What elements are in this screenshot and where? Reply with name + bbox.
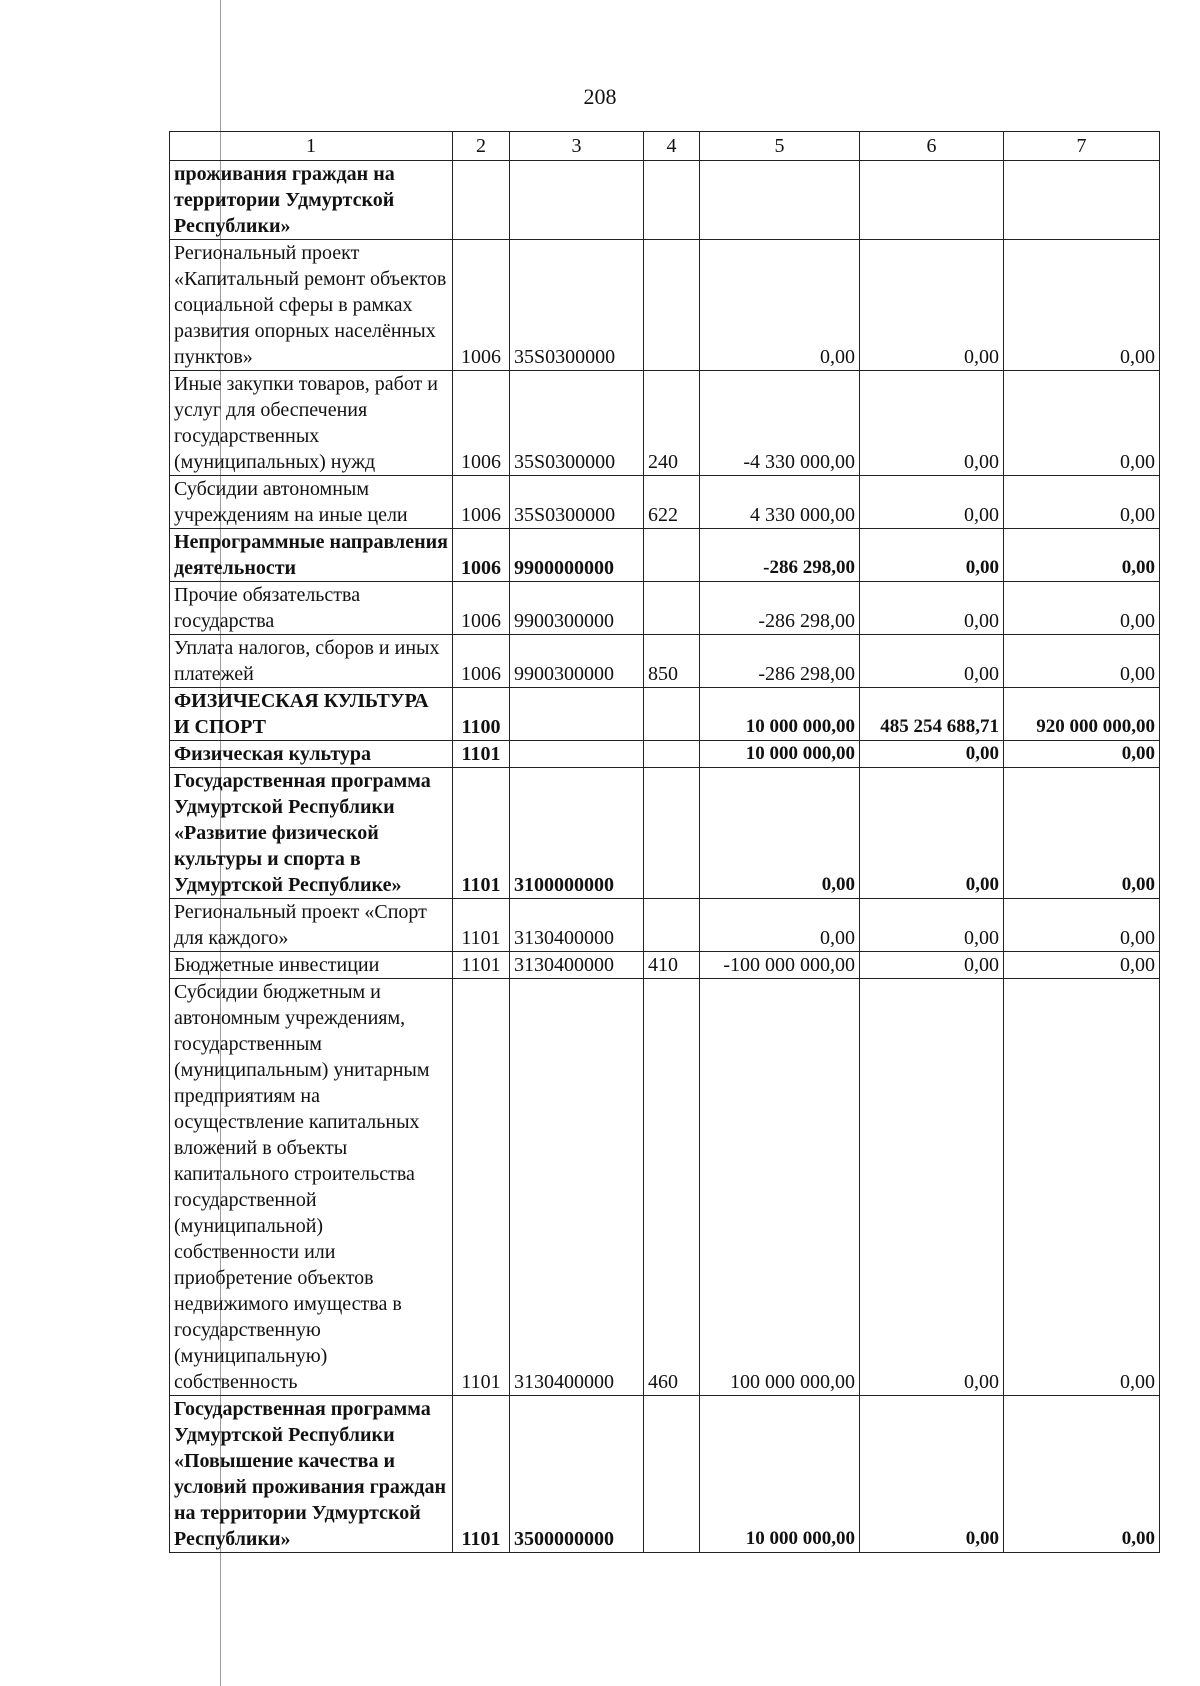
row-name-cell: Региональный проект «Спорт для каждого» [170,899,453,952]
section-code-cell: 1101 [453,899,510,952]
amount-col7-cell: 0,00 [1004,635,1160,688]
row-name-cell: Государственная программа Удмуртской Республики «Развитие физической культуры и спорта в Удмуртской Республике» [170,768,453,899]
amount-col5-cell: 4 330 000,00 [700,476,860,529]
table-row [170,979,1160,1396]
amount-col6-cell: 0,00 [860,1396,1004,1553]
row-name-cell: Физическая культура [170,741,453,768]
amount-col7-cell: 0,00 [1004,371,1160,476]
expense-type-cell [644,1396,700,1553]
row-name-cell: Прочие обязательства государства [170,582,453,635]
target-article-cell [510,688,644,741]
amount-col7-cell: 0,00 [1004,979,1160,1396]
table-row [170,240,1160,371]
row-name-cell: Бюджетные инвестиции [170,952,453,979]
section-code-cell: 1101 [453,952,510,979]
expense-type-cell [644,529,700,582]
section-code-cell [453,161,510,240]
amount-col6-cell: 0,00 [860,476,1004,529]
amount-col5-cell: 10 000 000,00 [700,1396,860,1553]
expense-type-cell [644,240,700,371]
expense-type-cell [644,768,700,899]
table-row [170,529,1160,582]
amount-col7-cell: 0,00 [1004,529,1160,582]
table-row [170,582,1160,635]
expense-type-cell: 240 [644,371,700,476]
amount-col5-cell: 0,00 [700,240,860,371]
table-row [170,1396,1160,1553]
budget-table [169,131,1160,1553]
section-code-cell: 1006 [453,371,510,476]
header-row [170,132,1160,161]
row-name-cell: Уплата налогов, сборов и иных платежей [170,635,453,688]
table-row [170,952,1160,979]
section-code-cell: 1101 [453,979,510,1396]
amount-col5-cell: -100 000 000,00 [700,952,860,979]
table-row [170,768,1160,899]
amount-col6-cell: 0,00 [860,899,1004,952]
amount-col6-cell: 485 254 688,71 [860,688,1004,741]
row-name-cell: Субсидии автономным учреждениям на иные цели [170,476,453,529]
section-code-cell: 1006 [453,476,510,529]
amount-col6-cell: 0,00 [860,582,1004,635]
amount-col6-cell [860,161,1004,240]
table-row [170,741,1160,768]
amount-col6-cell: 0,00 [860,952,1004,979]
amount-col5-cell: -286 298,00 [700,635,860,688]
amount-col7-cell: 0,00 [1004,582,1160,635]
expense-type-cell [644,899,700,952]
expense-type-cell: 460 [644,979,700,1396]
section-code-cell: 1101 [453,741,510,768]
amount-col6-cell: 0,00 [860,240,1004,371]
expense-type-cell: 850 [644,635,700,688]
target-article-cell: 9900000000 [510,529,644,582]
table-row [170,688,1160,741]
row-name-cell: Региональный проект «Капитальный ремонт объектов социальной сферы в рамках развития опорных населённых пунктов» [170,240,453,371]
row-name-cell: Государственная программа Удмуртской Республики «Повышение качества и условий проживания граждан на территории Удмуртской Республики» [170,1396,453,1553]
target-article-cell: 35S0300000 [510,240,644,371]
target-article-cell: 3130400000 [510,899,644,952]
amount-col7-cell: 0,00 [1004,899,1160,952]
table-row [170,899,1160,952]
amount-col7-cell: 0,00 [1004,952,1160,979]
amount-col7-cell: 920 000 000,00 [1004,688,1160,741]
header-cell-4: 4 [644,132,700,161]
section-code-cell: 1006 [453,240,510,371]
target-article-cell: 35S0300000 [510,371,644,476]
target-article-cell: 9900300000 [510,582,644,635]
amount-col6-cell: 0,00 [860,371,1004,476]
amount-col5-cell: -286 298,00 [700,529,860,582]
amount-col6-cell: 0,00 [860,529,1004,582]
target-article-cell: 3500000000 [510,1396,644,1553]
target-article-cell: 35S0300000 [510,476,644,529]
row-name-cell: проживания граждан на территории Удмуртской Республики» [170,161,453,240]
section-code-cell: 1006 [453,635,510,688]
amount-col6-cell: 0,00 [860,768,1004,899]
target-article-cell: 3130400000 [510,952,644,979]
section-code-cell: 1101 [453,1396,510,1553]
table-row [170,476,1160,529]
amount-col5-cell [700,161,860,240]
target-article-cell: 9900300000 [510,635,644,688]
row-name-cell: ФИЗИЧЕСКАЯ КУЛЬТУРА И СПОРТ [170,688,453,741]
amount-col5-cell: 10 000 000,00 [700,688,860,741]
section-code-cell: 1100 [453,688,510,741]
header-cell-6: 6 [860,132,1004,161]
header-cell-5: 5 [700,132,860,161]
amount-col5-cell: -4 330 000,00 [700,371,860,476]
expense-type-cell: 410 [644,952,700,979]
table-row [170,635,1160,688]
amount-col5-cell: -286 298,00 [700,582,860,635]
row-name-cell: Иные закупки товаров, работ и услуг для обеспечения государственных (муниципальных) нужд [170,371,453,476]
row-name-cell: Непрограммные направления деятельности [170,529,453,582]
expense-type-cell [644,161,700,240]
expense-type-cell [644,741,700,768]
header-cell-3: 3 [510,132,644,161]
target-article-cell [510,161,644,240]
amount-col5-cell: 10 000 000,00 [700,741,860,768]
expense-type-cell: 622 [644,476,700,529]
target-article-cell: 3100000000 [510,768,644,899]
target-article-cell: 3130400000 [510,979,644,1396]
amount-col6-cell: 0,00 [860,635,1004,688]
amount-col6-cell: 0,00 [860,979,1004,1396]
section-code-cell: 1006 [453,582,510,635]
amount-col6-cell: 0,00 [860,741,1004,768]
amount-col7-cell: 0,00 [1004,741,1160,768]
page-number: 208 [583,84,617,109]
amount-col5-cell: 100 000 000,00 [700,979,860,1396]
header-cell-2: 2 [453,132,510,161]
table-body [170,132,1160,1553]
header-cell-7: 7 [1004,132,1160,161]
table-row [170,371,1160,476]
section-code-cell: 1006 [453,529,510,582]
amount-col7-cell: 0,00 [1004,240,1160,371]
expense-type-cell [644,688,700,741]
amount-col7-cell: 0,00 [1004,768,1160,899]
header-cell-1: 1 [170,132,453,161]
expense-type-cell [644,582,700,635]
amount-col7-cell: 0,00 [1004,1396,1160,1553]
amount-col5-cell: 0,00 [700,768,860,899]
section-code-cell: 1101 [453,768,510,899]
table-row [170,161,1160,240]
amount-col7-cell: 0,00 [1004,476,1160,529]
amount-col5-cell: 0,00 [700,899,860,952]
amount-col7-cell [1004,161,1160,240]
target-article-cell [510,741,644,768]
row-name-cell: Субсидии бюджетным и автономным учреждениям, государственным (муниципальным) унитарным предприятиям на осуществление капитальных вложений в объекты капитального строительства государственной (муниципальной) собственности или приобретение объектов недвижимого имущества в государственную (муниципальную) собственность [170,979,453,1396]
